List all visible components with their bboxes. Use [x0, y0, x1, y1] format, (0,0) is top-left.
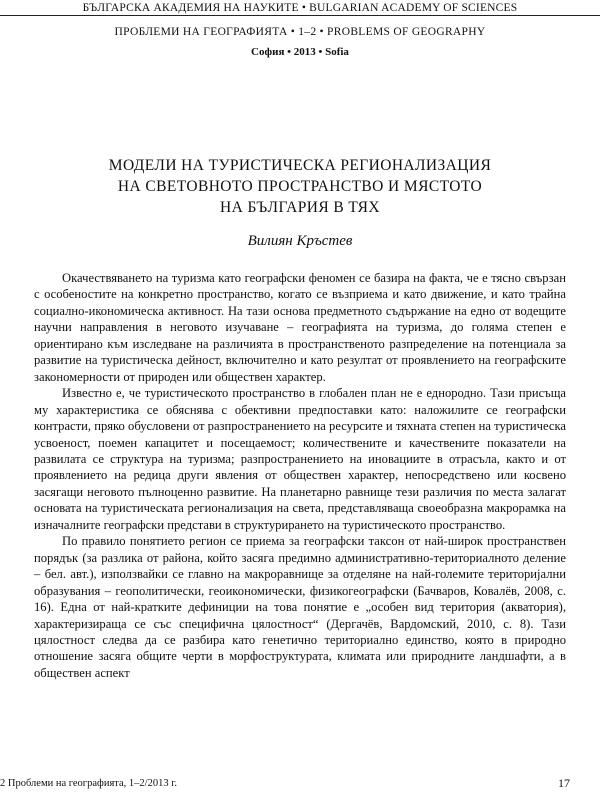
header-academy: БЪЛГАРСКА АКАДЕМИЯ НА НАУКИТЕ • BULGARIAN ACADEMY OF SCIENCES	[0, 0, 600, 16]
article-title-line: НА СВЕТОВНОТО ПРОСТРАНСТВО И МЯСТОТО	[117, 178, 483, 195]
body-paragraph: По правило понятието регион се приема за географски таксон от най-широк пространствен порядък (за разлика от района, който засяга предимно административно-териториалното деление – бел. авт.), използвайки се главно на макроравнище за отделяне на най-големите територијални образувания – геополитически, геоикономически, физикогеографски (Бачваров, Ковалёв, 2008, с. 16). Една от най-кратките дефиниции на това понятие е „особен вид територия (акватория), характеризираща се със специфична цялостност“ (Дергачёв, Вардомский, 2010, с. 8). Тази цялостност следва да се разбира като генетично териториално единство, която в природно отношение засяга общите черти в морфоструктурата, климата или природните ландшафти, а в обществен аспект	[34, 534, 566, 680]
footer-journal-ref: 2 Проблеми на географията, 1–2/2013 г.	[0, 778, 177, 789]
article-title-line: МОДЕЛИ НА ТУРИСТИЧЕСКА РЕГИОНАЛИЗАЦИЯ	[108, 157, 492, 174]
article-title-line: НА БЪЛГАРИЯ В ТЯХ	[220, 199, 380, 216]
article-body	[34, 270, 566, 681]
header-journal: ПРОБЛЕМИ НА ГЕОГРАФИЯТА • 1–2 • PROBLEMS OF GEOGRAPHY	[114, 26, 486, 38]
body-paragraph: Известно е, че туристическото пространство в глобален план не е еднородно. Тази присъща му характеристика се обяснява с обективни предпоставки като: наложилите се географски контрасти, пряко обусловени от разпространението на ресурсите и тяхната степен на туристическа усвоеност, поемен капацитет и посещаемост; количествените и качествените показатели на развилата се структура на туризма; разпространението на иновациите в отрасъла, както и от проявлението на редица други явления от обществен характер, непосредствено или косвено засягащи неговото пълноценно развитие. На планетарно равнище тези различия по места залагат основата на туристическата регионализация на света, представляваща своеобразна макрорамка на изначалните географски представи в структурирането на туристическото пространство.	[34, 386, 566, 532]
page-number: 17	[558, 776, 570, 790]
article-title	[40, 155, 560, 218]
header-place-year: София • 2013 • Sofia	[251, 46, 349, 58]
article-author: Вилиян Кръстев	[247, 233, 353, 249]
body-paragraph: Окачествяването на туризма като географски феномен се базира на факта, че е тясно свързан с особеностите на конкретно пространство, когато се възприема и като движение, и като трайна социално-икономическа активност. На тази основа предметното съдържание на едно от водещите научни направления в неговото изучаване – географията на туризма, до голяма степен е ориентирано към изследване на различията в пространственото разпределение на потенциала за развитие на туристическа дейност, включително и като резултат от проявлението на географските закономерности от природен или обществен характер.	[34, 271, 566, 384]
